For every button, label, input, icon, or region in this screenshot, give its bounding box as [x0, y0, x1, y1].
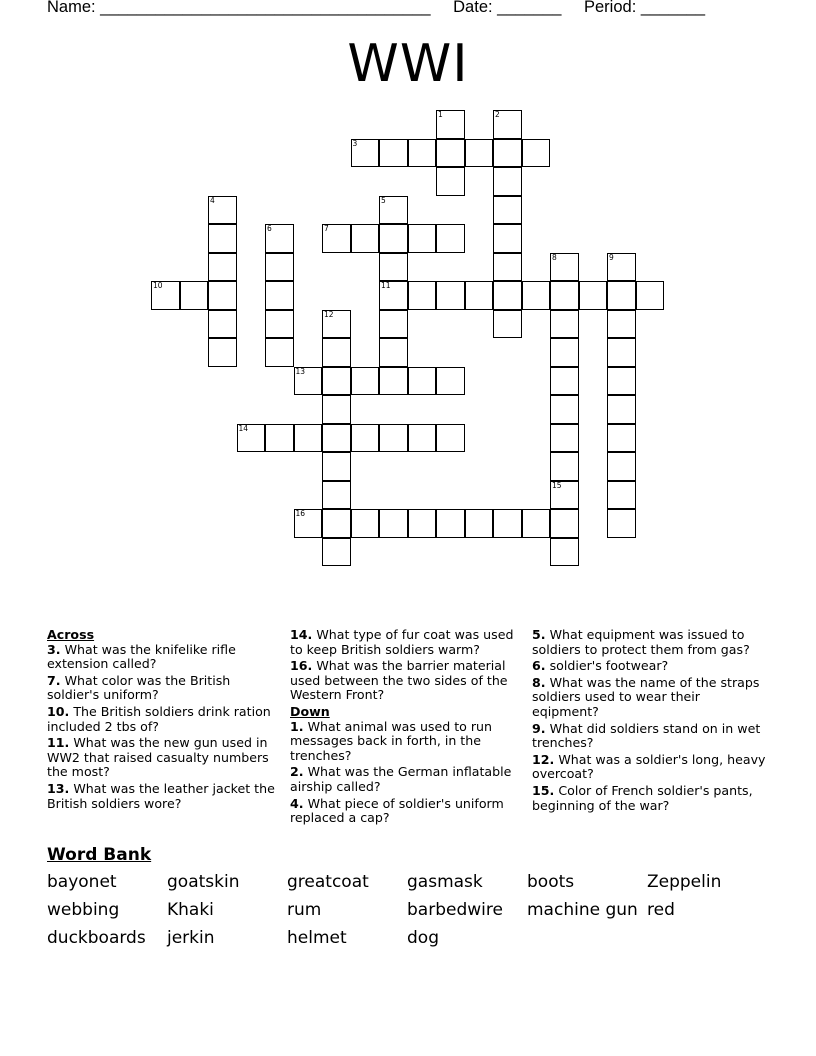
grid-cell[interactable] — [607, 395, 636, 424]
clue-across-10: 10. The British soldiers drink ration included 2 tbs of? — [47, 703, 271, 734]
clue-number: 10 — [153, 281, 163, 290]
grid-cell[interactable] — [294, 424, 323, 453]
grid-cell[interactable] — [607, 452, 636, 481]
grid-cell[interactable] — [436, 167, 465, 196]
clue-down-15: 15. Color of French soldier's pants, beginning of the war? — [532, 782, 753, 813]
clue-down-12: 12. What was a soldier's long, heavy overcoat? — [532, 751, 766, 782]
clue-number: 1 — [438, 110, 443, 119]
word-bank-row — [47, 900, 767, 928]
grid-cell[interactable] — [208, 224, 237, 253]
page-title: WWI — [347, 34, 469, 94]
grid-cell[interactable] — [408, 424, 437, 453]
clue-number: 9 — [609, 252, 614, 262]
grid-cell[interactable] — [351, 367, 380, 396]
word-bank-row — [47, 872, 767, 900]
grid-cell[interactable] — [550, 424, 579, 453]
word-bank-item: barbedwire — [407, 900, 503, 920]
clue-number: 14 — [238, 423, 249, 433]
clue-down-9: 9. What did soldiers stand on in wet trenches? — [532, 720, 761, 751]
grid-cell[interactable] — [322, 509, 351, 538]
clue-across-3: 3. What was the knifelike rifle extension called? — [47, 641, 236, 672]
grid-cell[interactable] — [379, 367, 408, 396]
grid-cell[interactable] — [408, 281, 437, 310]
word-bank-item: webbing — [47, 900, 120, 920]
grid-cell[interactable] — [265, 310, 294, 339]
clue-number: 12 — [324, 309, 334, 319]
clue-down-2: 2. What was the German inflatable airship called? — [290, 764, 512, 794]
grid-cell[interactable] — [322, 481, 351, 510]
grid-cell[interactable] — [408, 367, 437, 396]
grid-cell[interactable] — [379, 338, 408, 367]
down-heading: Down — [290, 703, 330, 719]
grid-cell[interactable] — [265, 281, 294, 310]
clue-down-1: 1. What animal was used to run messages back in forth, in the trenches? — [290, 718, 493, 763]
word-bank-item: duckboards — [47, 928, 146, 948]
word-bank-row — [47, 928, 767, 956]
grid-cell[interactable] — [522, 139, 551, 168]
clue-number: 13 — [295, 366, 306, 376]
clue-across-13: 13. What was the leather jacket the British soldiers wore? — [47, 780, 275, 811]
word-bank-item: rum — [287, 900, 322, 920]
clue-number: 11 — [381, 281, 391, 290]
grid-cell[interactable] — [493, 281, 522, 310]
grid-cell[interactable] — [550, 395, 579, 424]
grid-cell[interactable] — [379, 224, 408, 253]
across-heading: Across — [47, 627, 95, 642]
grid-cell[interactable] — [351, 224, 380, 253]
grid-cell[interactable] — [436, 281, 465, 310]
word-bank-item: dog — [407, 928, 439, 948]
grid-cell[interactable] — [465, 139, 494, 168]
clue-number: 5 — [381, 195, 386, 205]
grid-cell[interactable] — [322, 338, 351, 367]
clue-down-4: 4. What piece of soldier's uniform replaced a cap? — [290, 795, 504, 826]
clues-column-2 — [290, 628, 525, 828]
clue-number: 2 — [495, 110, 500, 119]
grid-cell[interactable] — [322, 424, 351, 453]
grid-cell[interactable] — [493, 196, 522, 225]
grid-cell[interactable] — [351, 509, 380, 538]
grid-cell[interactable] — [322, 367, 351, 396]
clue-number: 4 — [210, 195, 215, 205]
word-bank-item: machine gun — [527, 900, 638, 920]
grid-cell[interactable] — [550, 310, 579, 339]
clues-column-1 — [47, 628, 279, 813]
grid-cell[interactable] — [208, 338, 237, 367]
grid-cell[interactable] — [408, 509, 437, 538]
grid-cell[interactable] — [522, 509, 551, 538]
grid-cell[interactable] — [208, 281, 237, 310]
word-bank-item: greatcoat — [287, 872, 369, 892]
grid-cell[interactable] — [208, 310, 237, 339]
word-bank-item: jerkin — [167, 928, 215, 948]
grid-cell[interactable] — [550, 338, 579, 367]
word-bank-item: red — [647, 900, 675, 920]
grid-cell[interactable] — [379, 424, 408, 453]
clue-down-8: 8. What was the name of the straps soldiers used to wear their eqipment? — [532, 674, 760, 719]
grid-cell[interactable] — [408, 224, 437, 253]
grid-cell[interactable] — [607, 310, 636, 339]
grid-cell[interactable] — [322, 452, 351, 481]
grid-cell[interactable] — [436, 367, 465, 396]
clues-column-3 — [532, 628, 767, 815]
clue-number: 7 — [324, 224, 329, 233]
grid-cell[interactable] — [265, 424, 294, 453]
grid-cell[interactable] — [493, 139, 522, 168]
grid-cell[interactable] — [550, 281, 579, 310]
grid-cell[interactable] — [493, 509, 522, 538]
grid-cell[interactable] — [607, 367, 636, 396]
word-bank-item: Zeppelin — [647, 872, 722, 892]
grid-cell[interactable] — [265, 253, 294, 282]
clue-across-11: 11. What was the new gun used in WW2 that raised casualty numbers the most? — [47, 735, 269, 780]
clue-number: 16 — [295, 509, 306, 518]
word-bank-item: goatskin — [167, 872, 240, 892]
date-field[interactable]: Date: _______ — [453, 0, 562, 16]
word-bank-item: Khaki — [167, 900, 214, 920]
grid-cell[interactable] — [636, 281, 665, 310]
clue-across-7: 7. What color was the British soldier's uniform? — [47, 672, 231, 703]
grid-cell[interactable] — [322, 538, 351, 567]
grid-cell[interactable] — [465, 281, 494, 310]
grid-cell[interactable] — [607, 338, 636, 367]
clue-down-6: 6. soldier's footwear? — [532, 658, 669, 674]
grid-cell[interactable] — [493, 224, 522, 253]
grid-cell[interactable] — [408, 139, 437, 168]
grid-cell[interactable] — [351, 424, 380, 453]
word-bank-item: helmet — [287, 928, 347, 948]
clue-across-16: 16. What was the barrier material used between the two sides of the Western Front? — [290, 658, 508, 703]
grid-cell[interactable] — [607, 481, 636, 510]
grid-cell[interactable] — [579, 281, 608, 310]
word-bank-item: boots — [527, 872, 575, 892]
grid-cell[interactable] — [607, 281, 636, 310]
clue-across-14: 14. What type of fur coat was used to keep British soldiers warm? — [290, 627, 514, 657]
grid-cell[interactable] — [436, 139, 465, 168]
grid-cell[interactable] — [265, 338, 294, 367]
clue-number: 6 — [267, 224, 272, 233]
period-field[interactable]: Period: _______ — [584, 0, 706, 16]
grid-cell[interactable] — [493, 167, 522, 196]
grid-cell[interactable] — [522, 281, 551, 310]
word-bank — [47, 872, 767, 956]
name-field[interactable]: Name: ____________________________________ — [47, 0, 431, 16]
grid-cell[interactable] — [465, 509, 494, 538]
grid-cell[interactable] — [607, 509, 636, 538]
grid-cell[interactable] — [607, 424, 636, 453]
clue-number: 15 — [552, 480, 562, 490]
grid-cell[interactable] — [493, 310, 522, 339]
grid-cell[interactable] — [436, 224, 465, 253]
word-bank-item: gasmask — [407, 872, 483, 892]
grid-cell[interactable] — [550, 538, 579, 567]
grid-cell[interactable] — [550, 367, 579, 396]
grid-cell[interactable] — [550, 452, 579, 481]
grid-cell[interactable] — [379, 253, 408, 282]
grid-cell[interactable] — [550, 509, 579, 538]
grid-cell[interactable] — [208, 253, 237, 282]
clue-number: 8 — [552, 252, 557, 262]
grid-cell[interactable] — [379, 310, 408, 339]
word-bank-item: bayonet — [47, 872, 117, 892]
grid-cell[interactable] — [322, 395, 351, 424]
grid-cell[interactable] — [493, 253, 522, 282]
word-bank-title: Word Bank — [47, 845, 152, 865]
grid-cell[interactable] — [379, 509, 408, 538]
grid-cell[interactable] — [379, 139, 408, 168]
grid-cell[interactable] — [436, 424, 465, 453]
clue-down-5: 5. What equipment was issued to soldiers to protect them from gas? — [532, 627, 750, 657]
grid-cell[interactable] — [180, 281, 209, 310]
clue-number: 3 — [352, 138, 358, 148]
grid-cell[interactable] — [436, 509, 465, 538]
